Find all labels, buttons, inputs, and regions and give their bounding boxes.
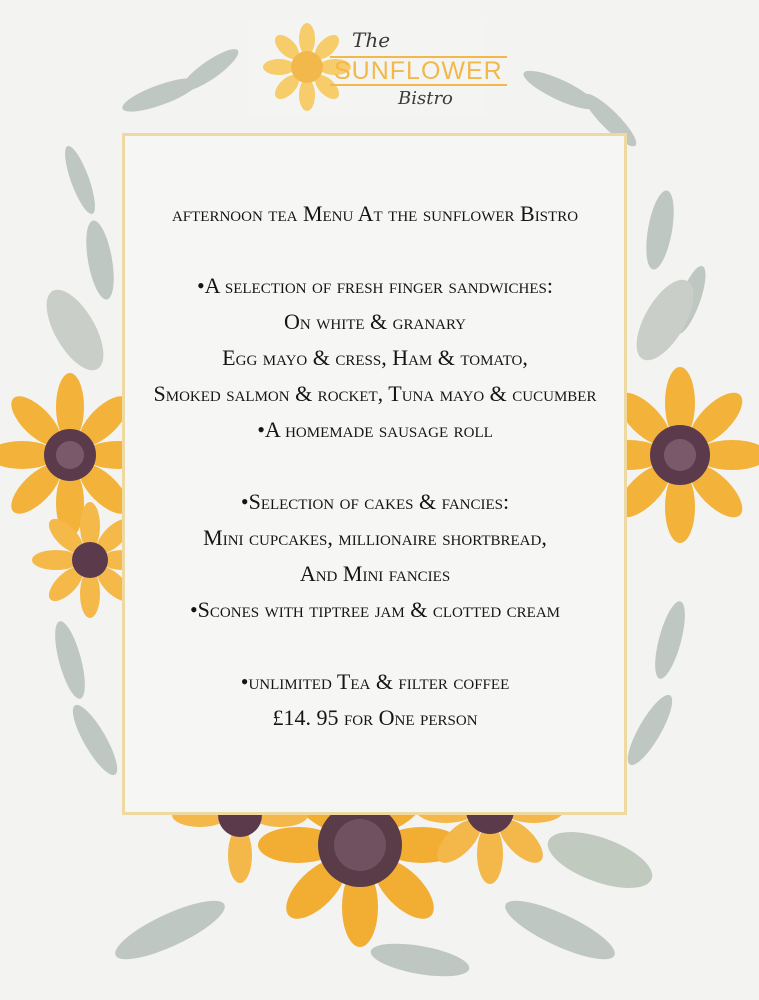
drinks-line: •unlimited Tea & filter coffee (240, 669, 510, 694)
sandwiches-line-3: Smoked salmon & rocket, Tuna mayo & cucumber (153, 381, 597, 406)
cakes-line-1: Mini cupcakes, millionaire shortbread, (203, 525, 547, 550)
cakes-line-2: And Mini fancies (299, 561, 451, 586)
menu-content (130, 196, 620, 736)
sandwiches-line-2: Egg mayo & cress, Ham & tomato, (222, 345, 528, 370)
sandwiches-line-1: On white & granary (284, 309, 466, 334)
sausage-roll-line: •A homemade sausage roll (257, 417, 493, 442)
logo-bistro-text: Bistro (398, 88, 453, 109)
scones-line: •Scones with tiptree jam & clotted cream (189, 597, 561, 622)
logo-name-text: SUNFLOWER (330, 56, 507, 86)
logo-the-text: The (352, 28, 391, 52)
cakes-heading: •Selection of cakes & fancies: (240, 489, 510, 514)
menu-title: afternoon tea Menu At the sunflower Bistro (171, 201, 579, 226)
sandwiches-heading: •A selection of fresh finger sandwiches: (196, 273, 553, 298)
bistro-logo (248, 18, 503, 116)
price-line: £14. 95 for One person (272, 705, 478, 730)
